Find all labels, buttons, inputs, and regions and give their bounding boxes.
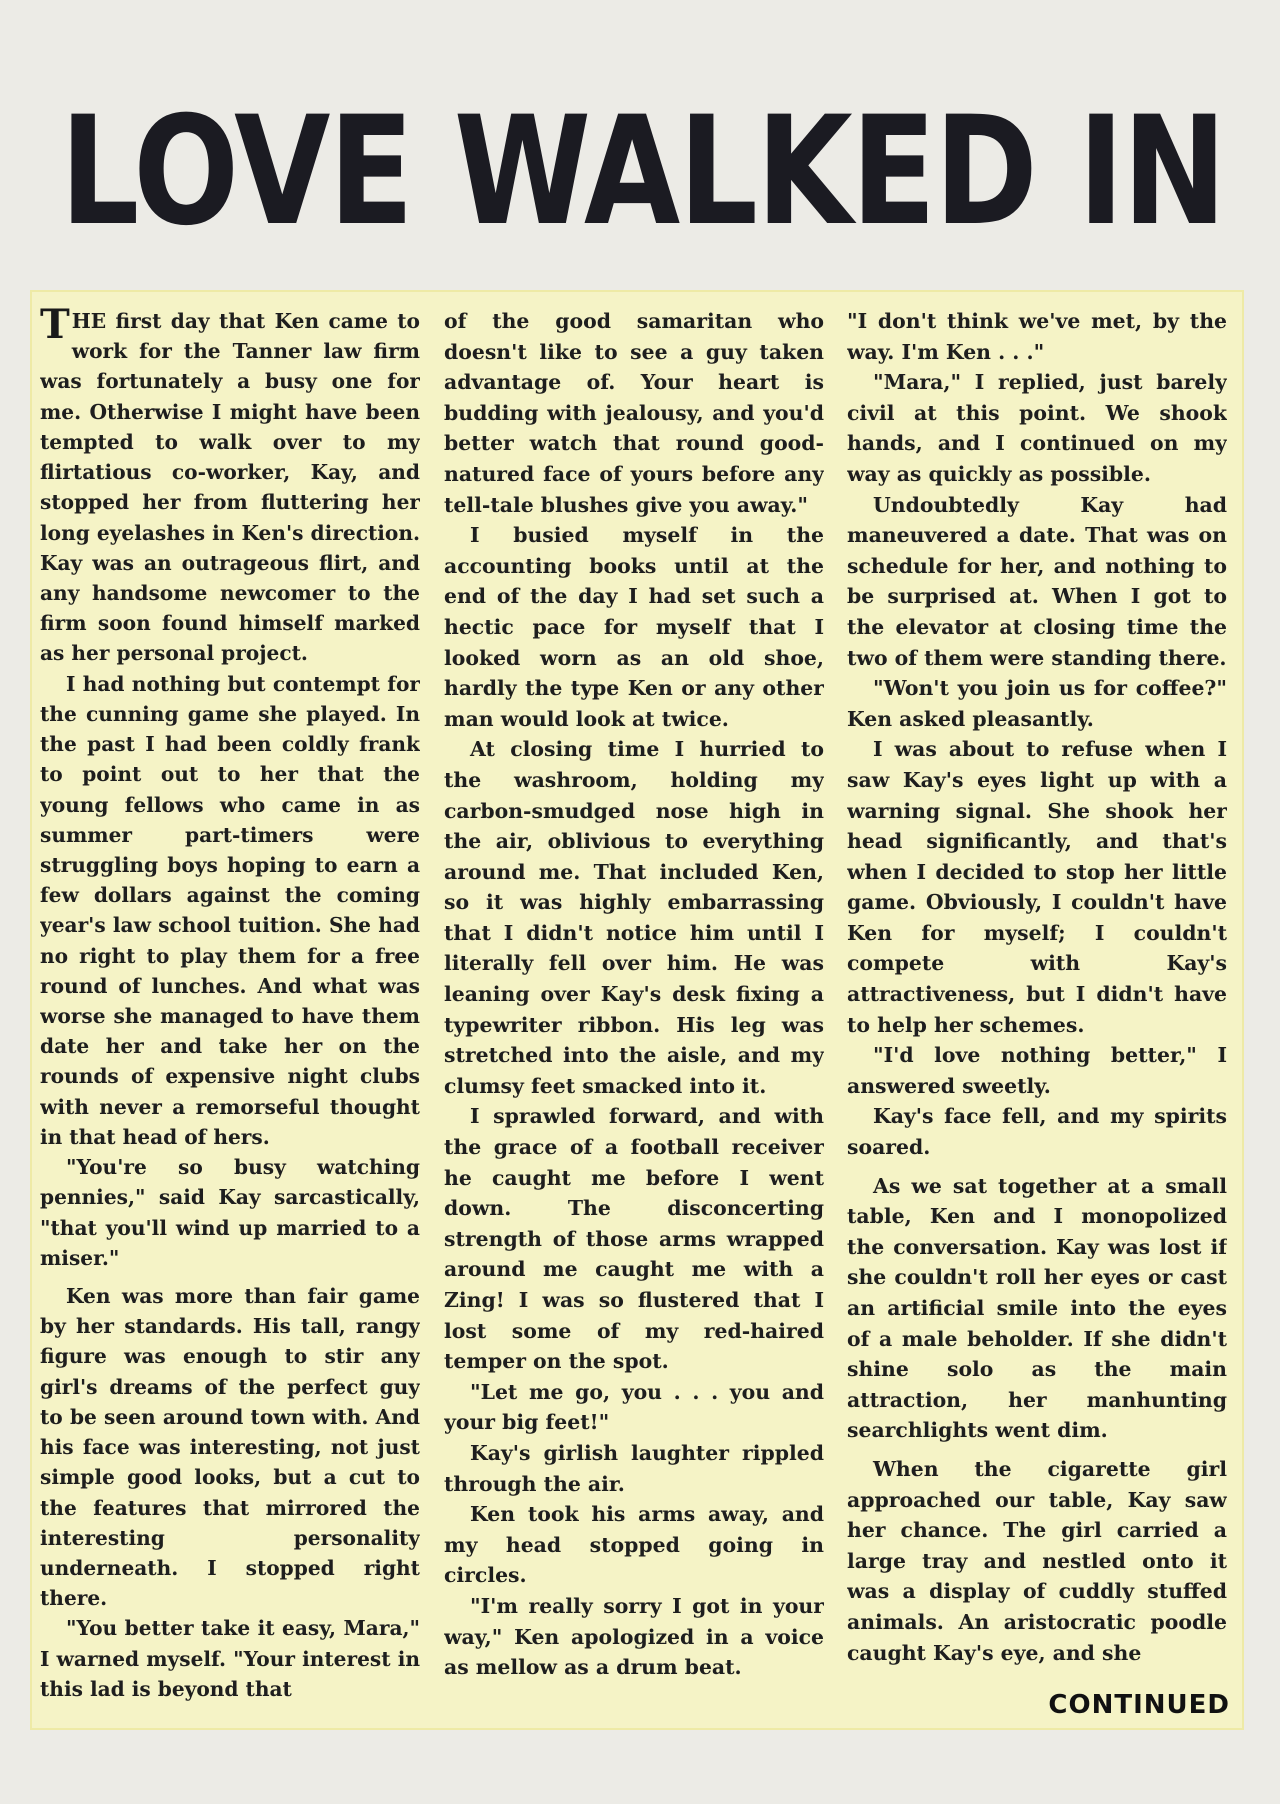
paragraph: I busied myself in the accounting books until at the end of the day I had set such a hectic pace for myself that I looked worn as an old shoe, hardly the type Ken or any other man would look at twice. bbox=[444, 523, 824, 731]
text-column-2 bbox=[444, 306, 824, 1710]
paragraph: Undoubtedly Kay had maneuvered a date. That was on schedule for her, and nothing to be surprised at. When I got to the elevator at closing time the two of them were standing there. bbox=[847, 492, 1227, 670]
paragraph: At closing time I hurried to the washroom, holding my carbon-smudged nose high in the air, oblivious to everything around me. That included Ken, so it was highly embarrassing that I didn't notice him until I literally fell over him. He was leaning over Kay's desk fixing a typewriter ribbon. His leg was stretched into the aisle, and my clumsy feet smacked into it. bbox=[444, 737, 824, 1098]
paragraph: As we sat together at a small table, Ken and I monopolized the conversation. Kay was lost if she couldn't roll her eyes or cast an artificial smile into the eyes of a male beholder. If she didn't shine solo as the main attraction, her manhunting searchlights went dim. bbox=[847, 1173, 1227, 1443]
paragraph: When the cigarette girl approached our table, Kay saw her chance. The girl carried a large tray and nestled onto it was a display of cuddly stuffed animals. An aristocratic poodle caught Kay's eye, and she bbox=[847, 1456, 1227, 1665]
story-title: LOVE WALKED IN bbox=[60, 85, 1226, 259]
paragraph: Kay's face fell, and my spirits soared. bbox=[847, 1104, 1227, 1160]
continued-label: CONTINUED bbox=[1048, 1690, 1230, 1720]
paragraph: "You better take it easy, Mara," I warned myself. "Your interest in this lad is beyond that bbox=[40, 1616, 420, 1701]
paragraph-text: HE first day that Ken came to work for the Tanner law firm was fortunately a busy one for me. Otherwise I might have been tempted to walk over to my flirtatious co-worker, Kay, and stopped her from fluttering her long eyelashes in Ken's direction. Kay was an outrageous flirt, and any handsome newcomer to the firm soon found himself marked as her personal project. bbox=[40, 309, 420, 666]
text-column-3 bbox=[847, 306, 1227, 1710]
paragraph bbox=[40, 306, 420, 669]
paragraph: Ken took his arms away, and my head stopped going in circles. bbox=[444, 1502, 824, 1588]
paragraph: "I'd love nothing better," I answered sweetly. bbox=[847, 1043, 1227, 1098]
paragraph: "Won't you join us for coffee?" Ken asked pleasantly. bbox=[847, 676, 1227, 731]
paragraph: "You're so busy watching pennies," said Kay sarcastically, "that you'll wind up married to a miser." bbox=[40, 1155, 420, 1270]
paragraph: I had nothing but contempt for the cunning game she played. In the past I had been coldly frank to point out to her that the young fellows who came in as summer part-timers were struggling boys hoping to earn a few dollars against the coming year's law school tuition. She had no right to play them for a free round of lunches. And what was worse she managed to have them date her and take her on the rounds of expensive night clubs with never a remorseful thought in that head of hers. bbox=[40, 671, 420, 1149]
paragraph: "I'm really sorry I got in your way," Ken apologized in a voice as mellow as a drum beat. bbox=[444, 1593, 824, 1680]
text-column-1 bbox=[40, 306, 420, 1710]
paragraph: I was about to refuse when I saw Kay's eyes light up with a warning signal. She shook her head significantly, and that's when I decided to stop her little game. Obviously, I couldn't have Ken for myself; I couldn't compete with Kay's attractiveness, but I didn't have to help her schemes. bbox=[847, 737, 1227, 1037]
paragraph: "I don't think we've met, by the way. I'm Ken . . ." bbox=[847, 309, 1227, 364]
paragraph: "Let me go, you . . . you and your big feet!" bbox=[444, 1379, 824, 1435]
story-panel bbox=[30, 290, 1244, 1730]
paragraph: Ken was more than fair game by her standards. His tall, rangy figure was enough to stir any girl's dreams of the perfect guy to be seen around town with. And his face was interesting, not just simple good looks, but a cut to the features that mirrored the interesting personality underneath. I stopped right there. bbox=[40, 1284, 420, 1611]
paragraph: "Mara," I replied, just barely civil at this point. We shook hands, and I continued on my way as quickly as possible. bbox=[847, 370, 1227, 486]
paragraph: I sprawled forward, and with the grace of a football receiver he caught me before I went down. The disconcerting strength of those arms wrapped around me caught me with a Zing! I was so flustered that I lost some of my red-haired temper on the spot. bbox=[444, 1104, 824, 1374]
drop-cap: T bbox=[40, 306, 70, 348]
paragraph: Kay's girlish laughter rippled through the air. bbox=[444, 1440, 824, 1496]
paragraph: of the good samaritan who doesn't like to see a guy taken advantage of. Your heart is budding with jealousy, and you'd better watch that round good-natured face of yours before any tell-tale blushes give you away." bbox=[444, 309, 824, 517]
